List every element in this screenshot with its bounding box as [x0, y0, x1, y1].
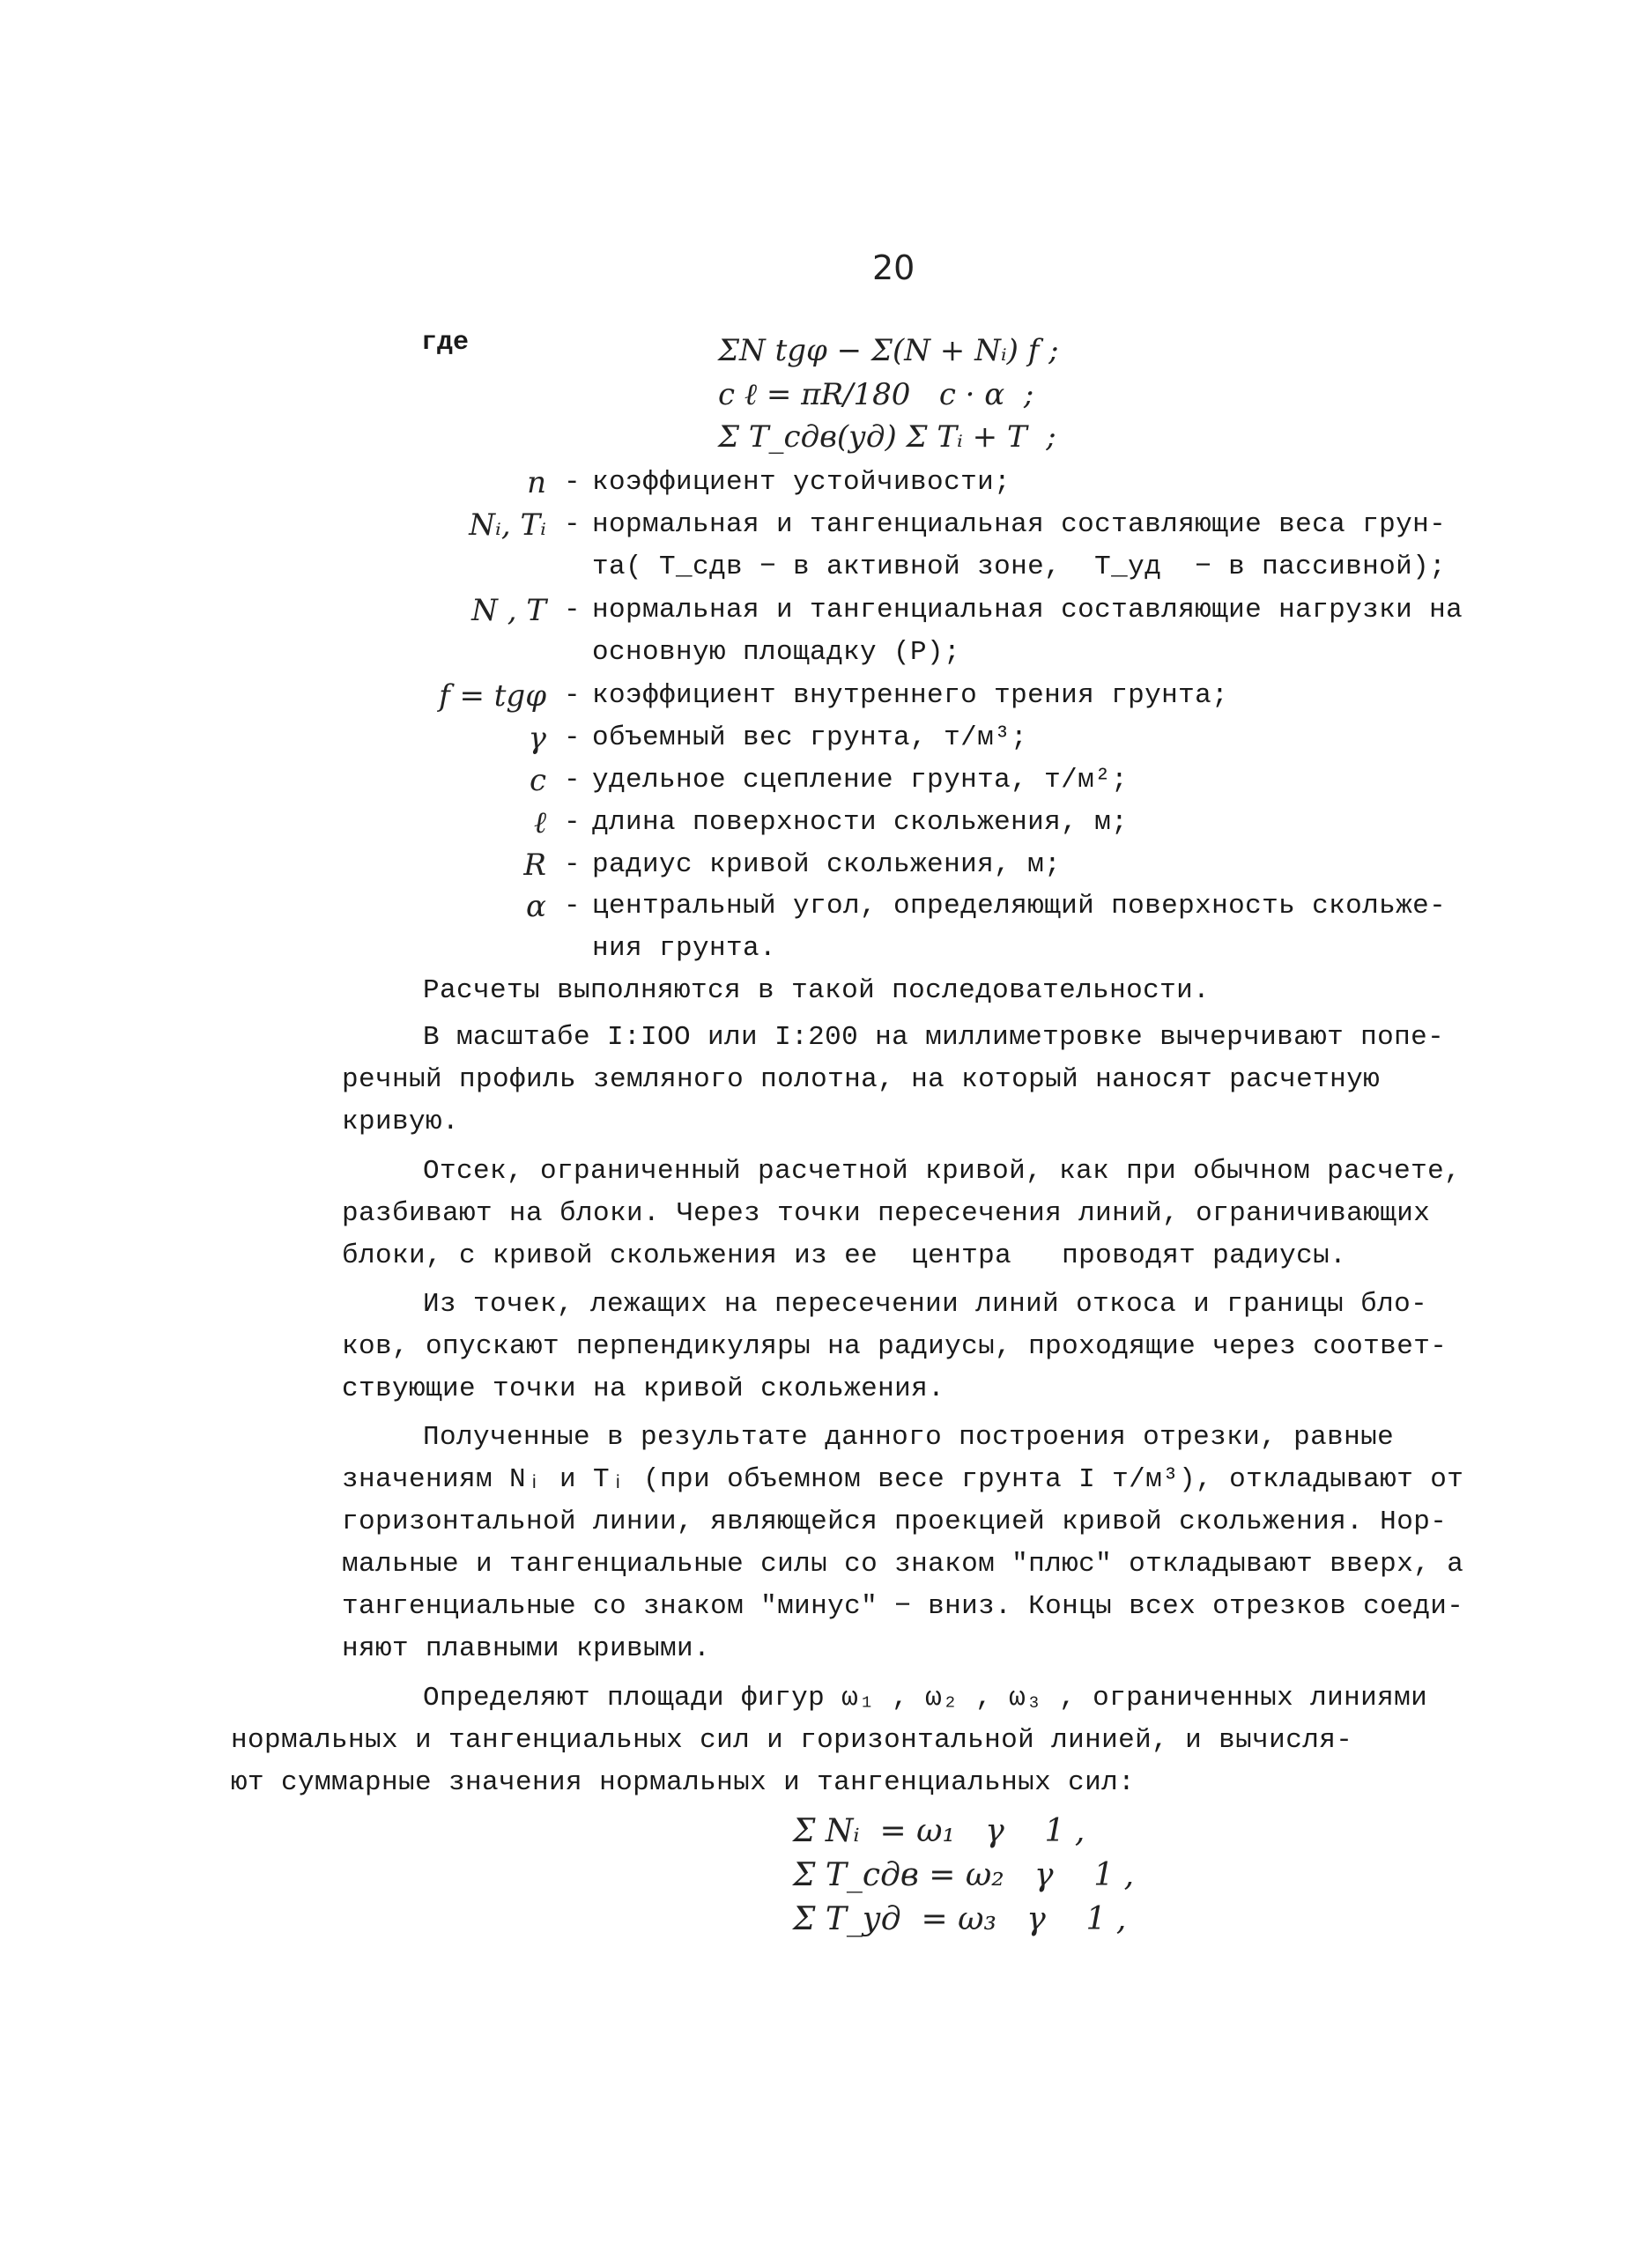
formula-line-1: ΣN tgφ − Σ(N + Nᵢ) f ; — [718, 333, 1059, 368]
definition-text: ния грунта. — [592, 933, 777, 964]
paragraph-line: кривую. — [342, 1107, 460, 1137]
paragraph-line: нормальных и тангенциальных сил и горизонтальной линией, и вычисля- — [231, 1725, 1353, 1756]
definition-symbol: γ — [528, 721, 546, 756]
definition-dash: - — [564, 509, 581, 540]
where-label: где — [421, 328, 470, 358]
definition-dash: - — [564, 807, 581, 838]
definition-text: нормальная и тангенциальная составляющие веса грун- — [592, 509, 1447, 540]
definition-text: коэффициент внутреннего трения грунта; — [592, 680, 1229, 711]
paragraph-line: Из точек, лежащих на пересечении линий откоса и границы бло- — [423, 1289, 1428, 1320]
definition-symbol: Nᵢ, Tᵢ — [469, 507, 546, 543]
definition-dash: - — [564, 680, 581, 711]
sum-formula-2: Σ T_сдв = ω₂ γ 1 , — [793, 1857, 1135, 1893]
paragraph-line: тангенциальные со знаком "минус" − вниз. Концы всех отрезков соеди- — [342, 1591, 1464, 1622]
formula-line-2: c ℓ = πR/180 c · α ; — [718, 377, 1034, 412]
paragraph-line: значениям Nᵢ и Tᵢ (при объемном весе грунта I т/м³), откладывают от — [342, 1464, 1464, 1495]
definition-text: коэффициент устойчивости; — [592, 467, 1011, 498]
formula-line-3: Σ T_сдв(уд) Σ Tᵢ + T ; — [718, 419, 1056, 455]
definition-symbol: n — [527, 465, 546, 500]
paragraph-line: горизонтальной линии, являющейся проекцией кривой скольжения. Нор- — [342, 1507, 1448, 1537]
definition-text: нормальная и тангенциальная составляющие нагрузки на — [592, 595, 1463, 626]
definition-symbol: α — [526, 889, 546, 924]
definition-dash: - — [564, 765, 581, 796]
sum-formula-1: Σ Nᵢ = ω₁ γ 1 , — [793, 1813, 1085, 1849]
definition-symbol: N , T — [471, 593, 546, 628]
definition-symbol: ℓ — [533, 805, 546, 840]
paragraph-line: Определяют площади фигур ω₁ , ω₂ , ω₃ , ограниченных линиями — [423, 1683, 1428, 1714]
definition-text: основную площадку (P); — [592, 637, 961, 668]
definition-dash: - — [564, 722, 581, 753]
paragraph-line: Расчеты выполняются в такой последовательности. — [423, 975, 1211, 1006]
definition-dash: - — [564, 467, 581, 498]
definition-symbol: f = tgφ — [439, 678, 546, 714]
paragraph-line: речный профиль земляного полотна, на который наносят расчетную — [342, 1064, 1381, 1095]
sum-formula-3: Σ T_уд = ω₃ γ 1 , — [793, 1901, 1127, 1937]
definition-text: объемный вес грунта, т/м³; — [592, 722, 1028, 753]
paragraph-line: ствующие точки на кривой скольжения. — [342, 1373, 945, 1404]
definition-text: длина поверхности скольжения, м; — [592, 807, 1129, 838]
definition-text: центральный угол, определяющий поверхность скольже- — [592, 891, 1447, 922]
paragraph-line: ков, опускают перпендикуляры на радиусы, проходящие через соответ- — [342, 1331, 1448, 1362]
definition-symbol: c — [529, 763, 546, 798]
definition-text: удельное сцепление грунта, т/м²; — [592, 765, 1129, 796]
paragraph-line: Отсек, ограниченный расчетной кривой, как при обычном расчете, — [423, 1156, 1462, 1187]
definition-symbol: R — [523, 848, 546, 883]
definition-dash: - — [564, 891, 581, 922]
paragraph-line: няют плавными кривыми. — [342, 1633, 711, 1664]
paragraph-line: разбивают на блоки. Через точки пересечения линий, ограничивающих — [342, 1198, 1431, 1229]
paragraph-line: ют суммарные значения нормальных и тангенциальных сил: — [231, 1767, 1136, 1798]
definition-text: та( T_сдв − в активной зоне, T_уд − в пассивной); — [592, 552, 1447, 582]
paragraph-line: В масштабе I:IOO или I:200 на миллиметровке вычерчивают попе- — [423, 1022, 1445, 1053]
paragraph-line: Полученные в результате данного построения отрезки, равные — [423, 1422, 1395, 1453]
page-number: 20 — [872, 248, 915, 287]
definition-text: радиус кривой скольжения, м; — [592, 849, 1062, 880]
definition-dash: - — [564, 849, 581, 880]
definition-dash: - — [564, 595, 581, 626]
paragraph-line: мальные и тангенциальные силы со знаком "плюс" откладывают вверх, а — [342, 1549, 1464, 1580]
paragraph-line: блоки, с кривой скольжения из ее центра проводят радиусы. — [342, 1240, 1347, 1271]
